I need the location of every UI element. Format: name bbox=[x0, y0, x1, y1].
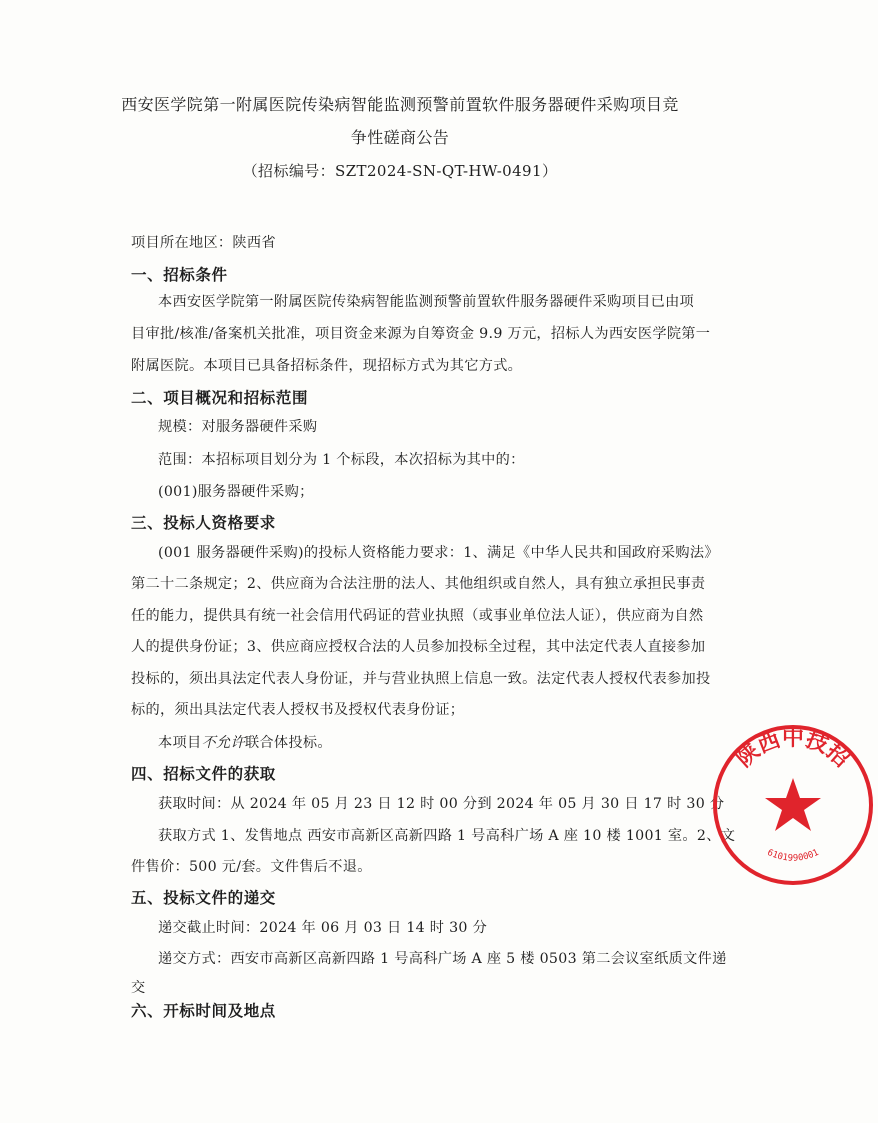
doc-title-line-1: 西安医学院第一附属医院传染病智能监测预警前置软件服务器硬件采购项目竞 bbox=[121, 95, 679, 114]
svg-text:6101990001 bbox=[766, 848, 821, 864]
section-1-paragraph-line: 目审批/核准/备案机关批准，项目资金来源为自筹资金 9.9 万元，招标人为西安医学院第一 bbox=[131, 326, 711, 342]
joint-bid-not-allowed: 不允许 bbox=[201, 735, 245, 751]
section-3-line: 第二十二条规定；2、供应商为合法注册的法人、其他组织或自然人，具有独立承担民事责 bbox=[131, 576, 706, 592]
section-3-line: 人的提供身份证；3、供应商应授权合法的人员参加投标全过程，其中法定代表人直接参加 bbox=[131, 639, 706, 655]
section-5-heading: 五、投标文件的递交 bbox=[131, 889, 276, 907]
section-2-scale: 规模：对服务器硬件采购 bbox=[158, 419, 318, 435]
section-5-method-line: 递交方式：西安市高新区高新四路 1 号高科广场 A 座 5 楼 0503 第二会议室纸质文件递 bbox=[158, 951, 727, 967]
section-6-heading: 六、开标时间及地点 bbox=[131, 1002, 276, 1020]
section-4-method-line: 获取方式 1、发售地点 西安市高新区高新四路 1 号高科广场 A 座 10 楼 1001 室。2、文 bbox=[158, 828, 736, 844]
section-4-time: 获取时间：从 2024 年 05 月 23 日 12 时 00 分到 2024 年 05 月 30 日 17 时 30 分 bbox=[158, 796, 725, 812]
section-4-heading: 四、招标文件的获取 bbox=[131, 765, 276, 783]
section-1-paragraph-line: 本西安医学院第一附属医院传染病智能监测预警前置软件服务器硬件采购项目已由项 bbox=[158, 294, 695, 310]
stamp-code: 6101990001 bbox=[765, 847, 821, 864]
tender-number: （招标编号：SZT2024-SN-QT-HW-0491） bbox=[242, 162, 558, 180]
section-2-lot: (001)服务器硬件采购； bbox=[158, 484, 314, 500]
stamp-text: 陕西中技招 bbox=[731, 725, 855, 773]
section-1-heading: 一、招标条件 bbox=[131, 266, 228, 284]
red-seal-stamp bbox=[708, 720, 878, 890]
project-region: 项目所在地区：陕西省 bbox=[131, 235, 276, 251]
joint-bid-note-prefix: 本项目 bbox=[158, 735, 202, 751]
section-3-heading: 三、投标人资格要求 bbox=[131, 514, 276, 532]
section-2-heading: 二、项目概况和招标范围 bbox=[131, 389, 309, 407]
section-5-deadline: 递交截止时间：2024 年 06 月 03 日 14 时 30 分 bbox=[158, 920, 488, 936]
section-3-line: (001 服务器硬件采购)的投标人资格能力要求：1、满足《中华人民共和国政府采购法》 bbox=[158, 545, 719, 561]
section-5-method-line: 交 bbox=[131, 980, 146, 996]
joint-bid-note bbox=[158, 734, 691, 752]
section-3-line: 标的，须出具法定代表人授权书及授权代表身份证； bbox=[131, 702, 465, 718]
svg-text:陕西中技招 bbox=[731, 725, 855, 772]
joint-bid-note-suffix: 联合体投标。 bbox=[244, 735, 332, 751]
doc-title-line-2: 争性磋商公告 bbox=[350, 128, 450, 147]
section-2-range: 范围：本招标项目划分为 1 个标段，本次招标为其中的： bbox=[158, 452, 525, 468]
section-3-line: 任的能力，提供具有统一社会信用代码证的营业执照（或事业单位法人证），供应商为自然 bbox=[131, 608, 704, 624]
section-1-paragraph-line: 附属医院。本项目已具备招标条件，现招标方式为其它方式。 bbox=[131, 358, 523, 374]
section-3-line: 投标的，须出具法定代表人身份证，并与营业执照上信息一致。法定代表人授权代表参加投 bbox=[131, 671, 711, 687]
section-4-method-line: 件售价：500 元/套。文件售后不退。 bbox=[131, 859, 372, 875]
